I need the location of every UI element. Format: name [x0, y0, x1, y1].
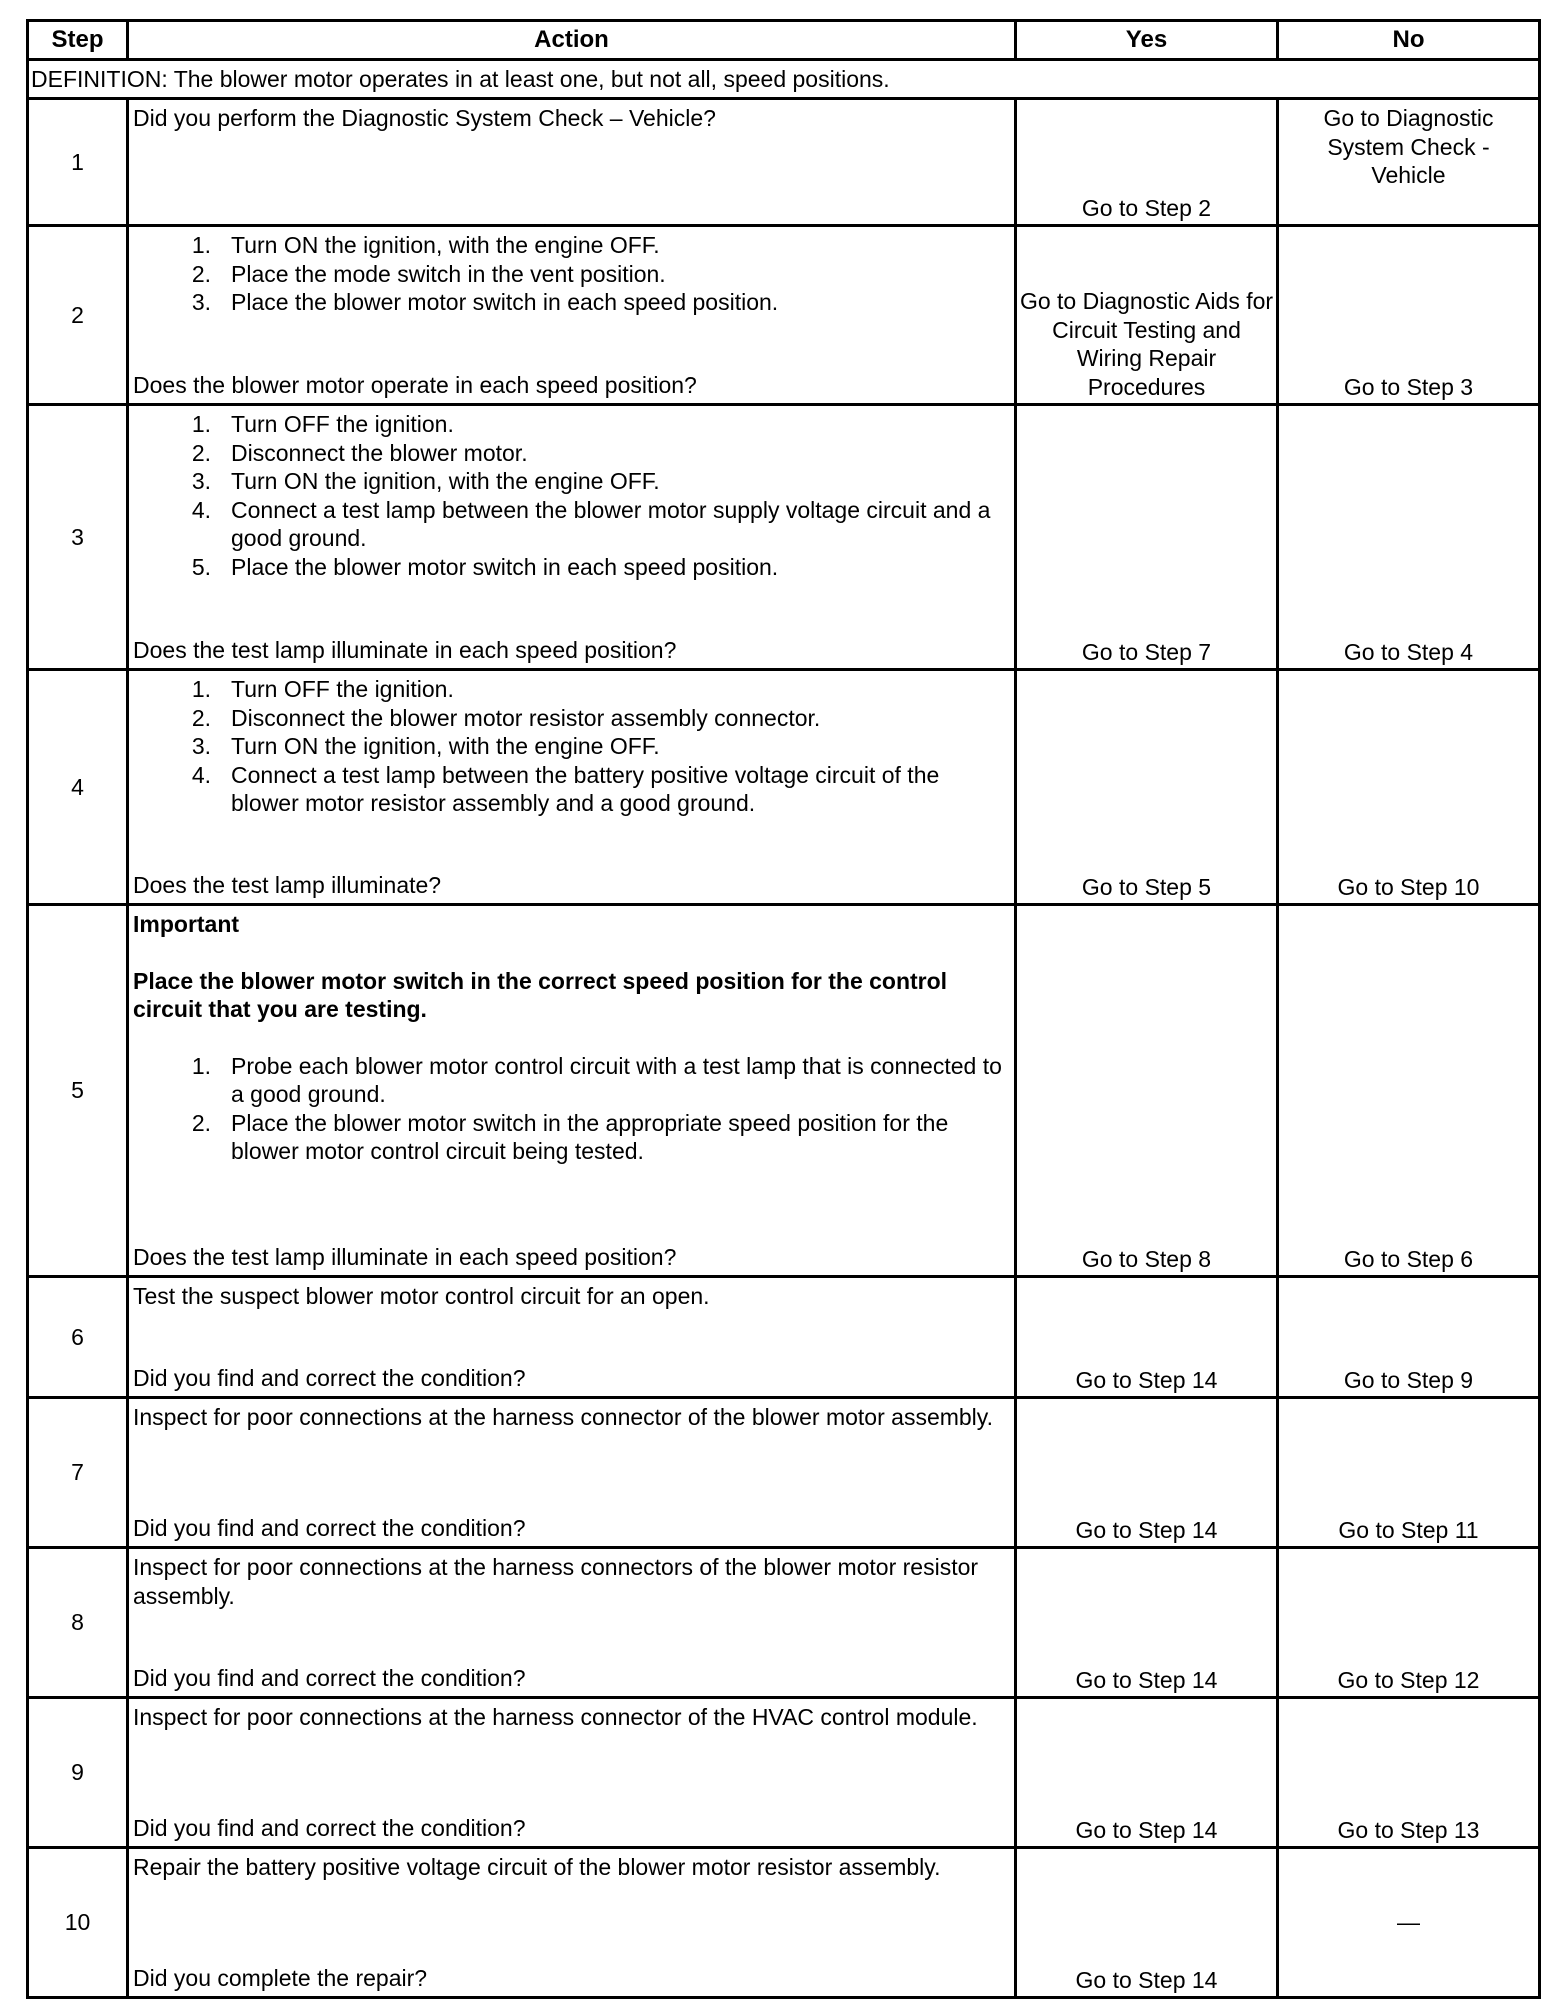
- table-row: [28, 905, 1540, 1277]
- table-row: [28, 226, 1540, 405]
- question: Did you perform the Diagnostic System Check – Vehicle?: [133, 105, 716, 131]
- list-item: 2. Place the blower motor switch in the appropriate speed position for the blower motor control circuit being tested.: [191, 1109, 949, 1164]
- question: Did you complete the repair?: [133, 1964, 428, 1991]
- step-number: 9: [28, 1698, 128, 1848]
- action-cell: [128, 1548, 1016, 1698]
- step-number: 6: [28, 1277, 128, 1398]
- no-cell: Go to Diagnostic System Check - Vehicle: [1278, 99, 1540, 226]
- question: Did you find and correct the condition?: [133, 1814, 526, 1841]
- no-cell: Go to Step 13: [1278, 1698, 1540, 1848]
- list-item: 3. Turn ON the ignition, with the engine OFF.: [191, 733, 660, 759]
- step-number: 1: [28, 99, 128, 226]
- definition-row: [28, 60, 1540, 99]
- step-list: [133, 410, 1006, 581]
- no-cell: Go to Step 11: [1278, 1398, 1540, 1548]
- yes-cell: Go to Step 14: [1016, 1698, 1278, 1848]
- list-item: 2. Disconnect the blower motor resistor assembly connector.: [191, 704, 821, 731]
- definition-text: DEFINITION: The blower motor operates in at least one, but not all, speed positions.: [28, 60, 1540, 99]
- step-number: 5: [28, 905, 128, 1277]
- table-row: [28, 99, 1540, 226]
- list-item: 2. Disconnect the blower motor.: [191, 439, 528, 466]
- action-cell: [128, 1398, 1016, 1548]
- list-item: 4. Connect a test lamp between the blower motor supply voltage circuit and a good ground.: [191, 496, 991, 551]
- header-step: Step: [28, 21, 128, 60]
- step-number: 7: [28, 1398, 128, 1548]
- no-cell: Go to Step 4: [1278, 405, 1540, 670]
- step-list: [133, 231, 1006, 317]
- step-number: 2: [28, 226, 128, 405]
- action-cell: [128, 405, 1016, 670]
- list-item: 1. Turn OFF the ignition.: [191, 676, 454, 702]
- yes-cell: Go to Step 14: [1016, 1548, 1278, 1698]
- action-cell: [128, 226, 1016, 405]
- important-heading: Important: [133, 911, 240, 937]
- question: Did you find and correct the condition?: [133, 1664, 526, 1691]
- no-cell: Go to Step 9: [1278, 1277, 1540, 1398]
- action-text: Inspect for poor connections at the harness connector of the blower motor assembly.: [133, 1404, 993, 1430]
- table-row: [28, 1548, 1540, 1698]
- step-list: [133, 1052, 1006, 1166]
- list-item: 1. Probe each blower motor control circuit with a test lamp that is connected to a good ground.: [191, 1052, 1002, 1107]
- no-cell: —: [1278, 1848, 1540, 1998]
- important-note: Place the blower motor switch in the correct speed position for the control circuit that you are testing.: [133, 967, 948, 1022]
- yes-cell: Go to Step 5: [1016, 670, 1278, 905]
- no-cell: Go to Step 3: [1278, 226, 1540, 405]
- list-item: 3. Place the blower motor switch in each speed position.: [191, 289, 779, 315]
- list-item: 1. Turn OFF the ignition.: [191, 411, 454, 437]
- question: Does the blower motor operate in each speed position?: [133, 371, 697, 398]
- yes-cell: Go to Step 14: [1016, 1398, 1278, 1548]
- no-cell: Go to Step 12: [1278, 1548, 1540, 1698]
- step-number: 10: [28, 1848, 128, 1998]
- header-action: Action: [128, 21, 1016, 60]
- action-text: Repair the battery positive voltage circuit of the blower motor resistor assembly.: [133, 1854, 941, 1880]
- action-cell: [128, 99, 1016, 226]
- yes-cell: Go to Diagnostic Aids for Circuit Testing and Wiring Repair Procedures: [1016, 226, 1278, 405]
- action-cell: [128, 905, 1016, 1277]
- yes-cell: Go to Step 14: [1016, 1277, 1278, 1398]
- step-number: 8: [28, 1548, 128, 1698]
- list-item: 5. Place the blower motor switch in each speed position.: [191, 553, 779, 580]
- question: Does the test lamp illuminate in each speed position?: [133, 1243, 677, 1270]
- question: Did you find and correct the condition?: [133, 1514, 526, 1541]
- step-number: 3: [28, 405, 128, 670]
- action-text: Inspect for poor connections at the harness connectors of the blower motor resistor assembly.: [133, 1554, 979, 1609]
- action-cell: [128, 1698, 1016, 1848]
- table-row: [28, 405, 1540, 670]
- yes-cell: Go to Step 7: [1016, 405, 1278, 670]
- table-row: [28, 1848, 1540, 1998]
- step-list: [133, 675, 1006, 818]
- action-cell: [128, 670, 1016, 905]
- step-number: 4: [28, 670, 128, 905]
- question: Does the test lamp illuminate?: [133, 871, 442, 898]
- header-row: [28, 21, 1540, 60]
- no-cell: Go to Step 6: [1278, 905, 1540, 1277]
- yes-cell: Go to Step 8: [1016, 905, 1278, 1277]
- list-item: 2. Place the mode switch in the vent position.: [191, 260, 666, 287]
- no-cell: Go to Step 10: [1278, 670, 1540, 905]
- list-item: 1. Turn ON the ignition, with the engine OFF.: [191, 232, 660, 258]
- action-cell: [128, 1277, 1016, 1398]
- header-yes: Yes: [1016, 21, 1278, 60]
- table-row: [28, 1698, 1540, 1848]
- action-text: Inspect for poor connections at the harness connector of the HVAC control module.: [133, 1704, 978, 1730]
- table-row: [28, 670, 1540, 905]
- table-row: [28, 1398, 1540, 1548]
- yes-cell: Go to Step 14: [1016, 1848, 1278, 1998]
- yes-cell: Go to Step 2: [1016, 99, 1278, 226]
- action-text: Test the suspect blower motor control circuit for an open.: [133, 1283, 710, 1309]
- table-row: [28, 1277, 1540, 1398]
- diagnostic-table: [26, 19, 1541, 1999]
- question: Does the test lamp illuminate in each speed position?: [133, 636, 677, 663]
- action-cell: [128, 1848, 1016, 1998]
- list-item: 4. Connect a test lamp between the battery positive voltage circuit of the blower motor resistor assembly and a good ground.: [191, 761, 940, 816]
- list-item: 3. Turn ON the ignition, with the engine OFF.: [191, 468, 660, 494]
- question: Did you find and correct the condition?: [133, 1364, 526, 1391]
- header-no: No: [1278, 21, 1540, 60]
